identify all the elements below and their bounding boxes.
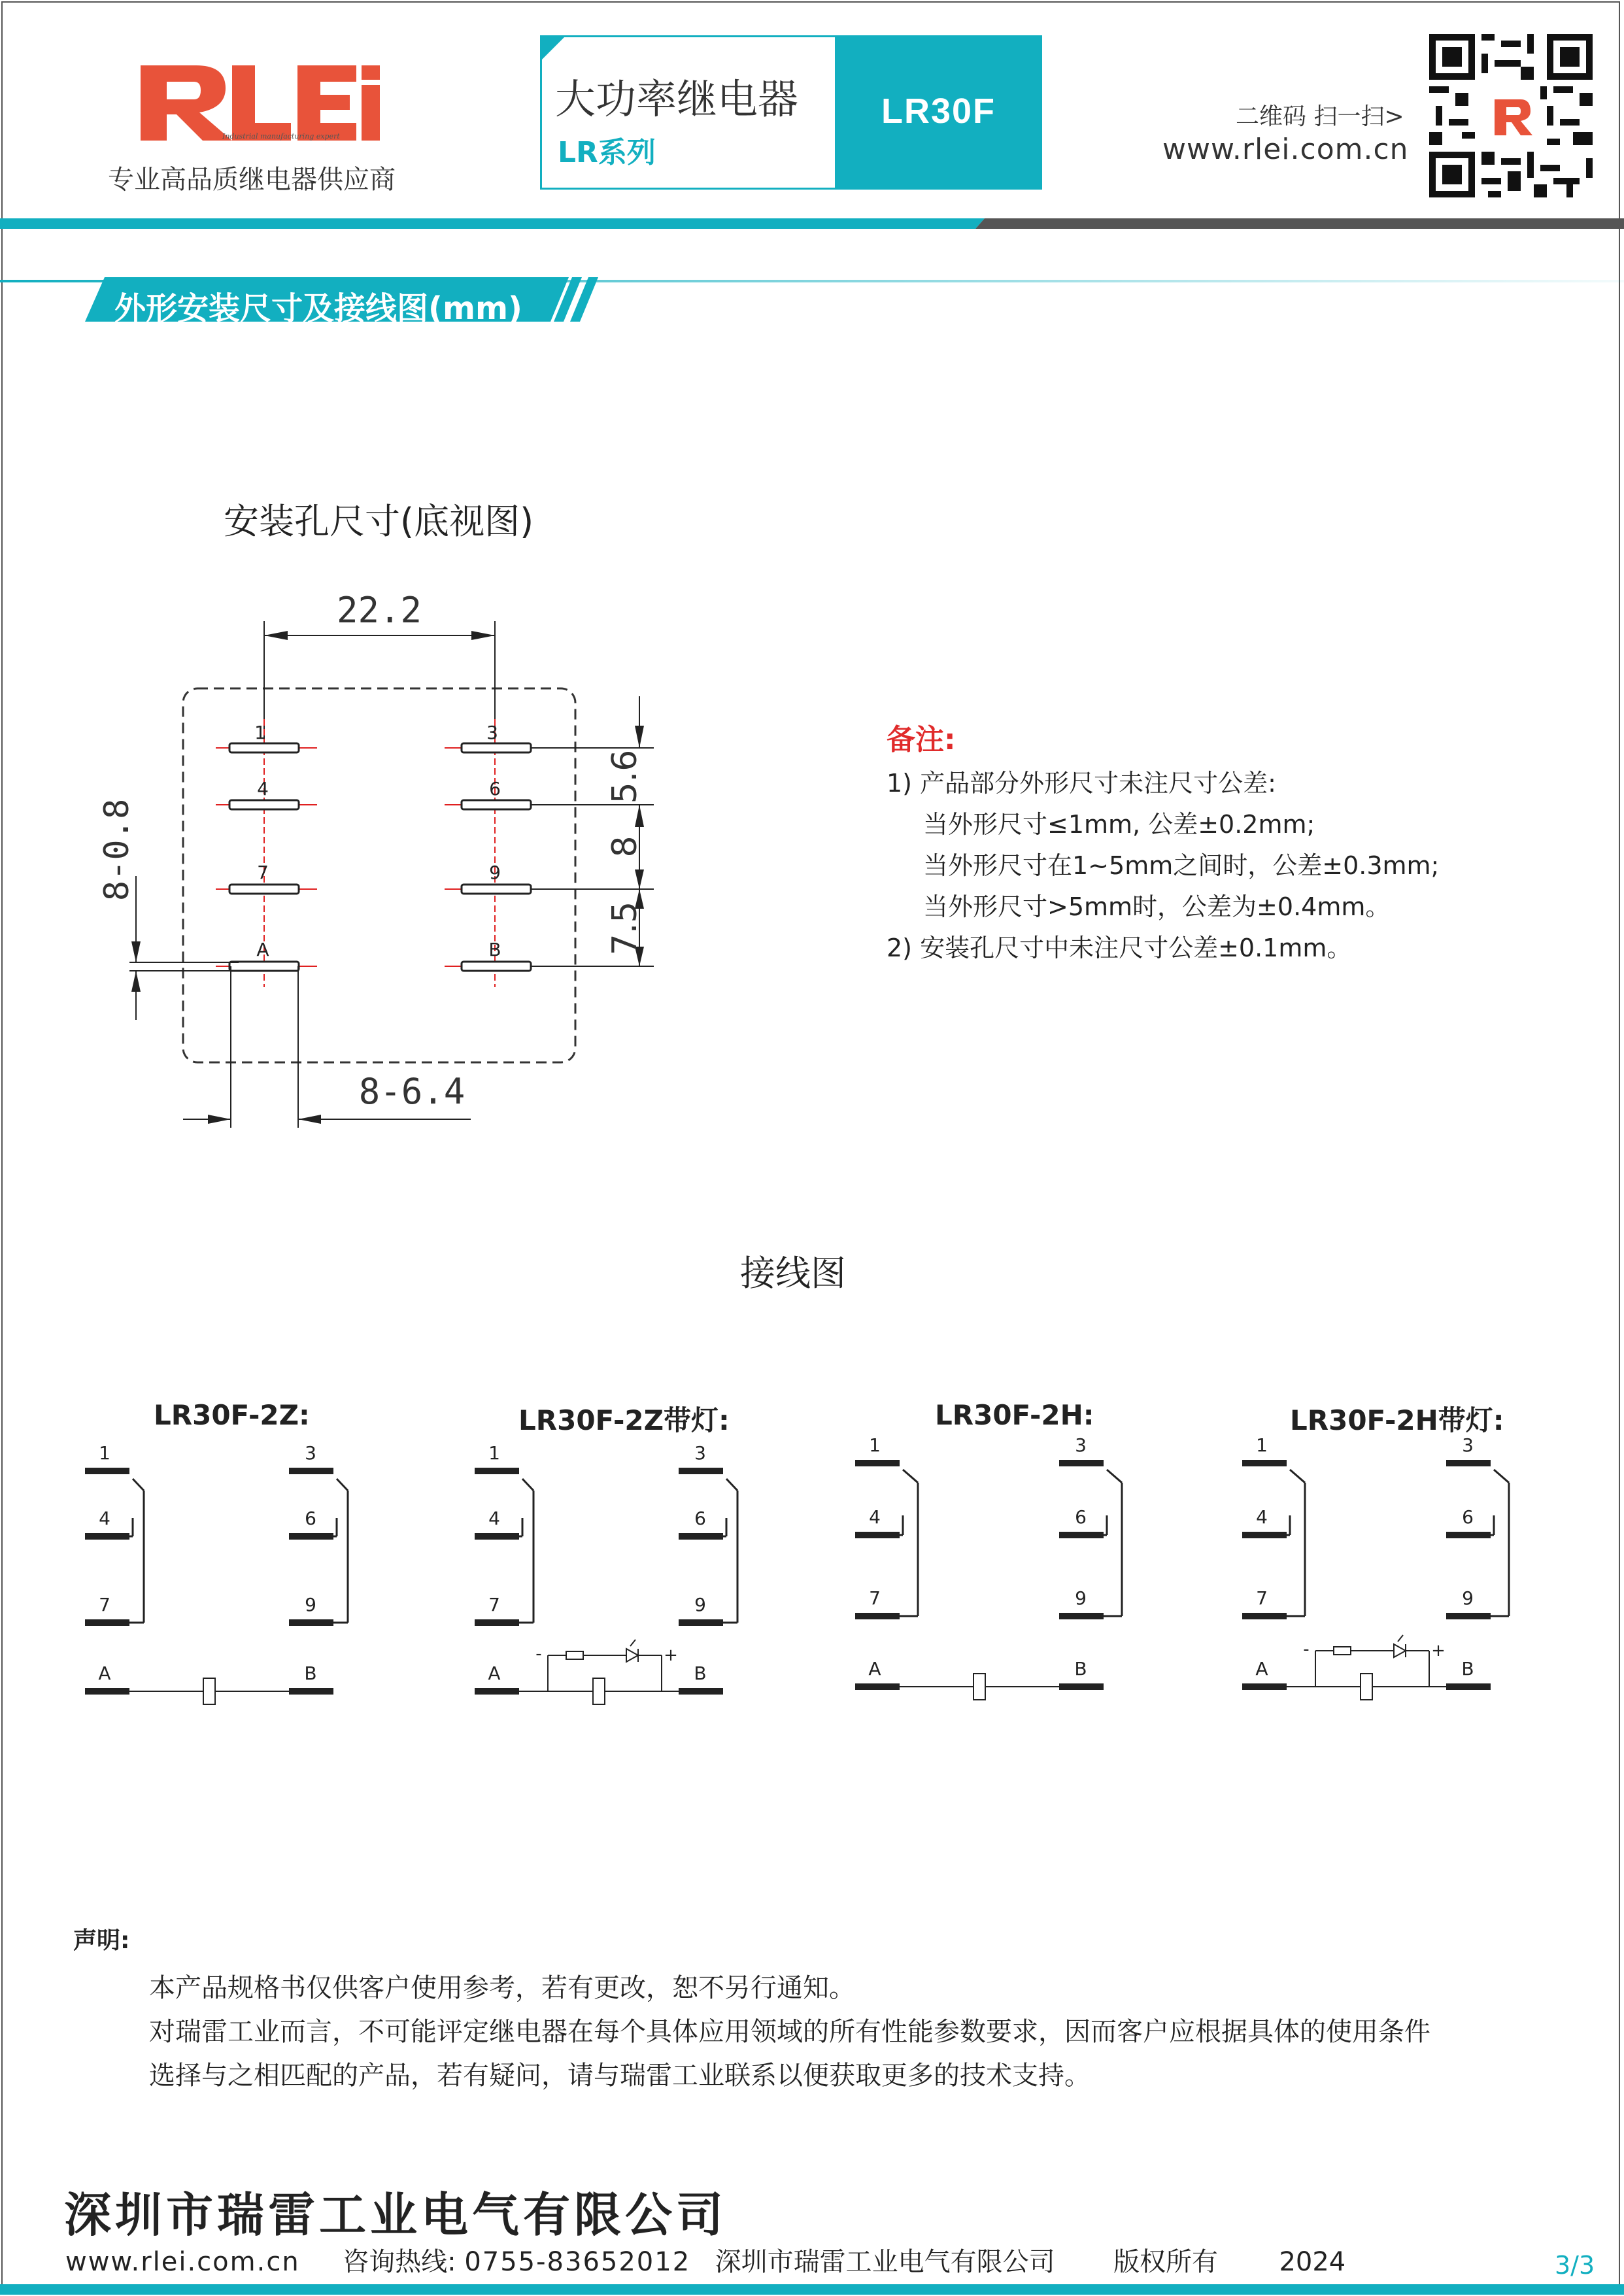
pin-label: 7 [488, 1594, 500, 1615]
pin-label: 6 [1075, 1506, 1087, 1528]
contact-arm [1290, 1470, 1305, 1483]
contact-pin [475, 1468, 519, 1474]
pin-label: 1 [99, 1442, 110, 1464]
pin-label: 4 [1256, 1506, 1268, 1528]
pin-label: B [304, 1663, 317, 1684]
pin-label: B [1074, 1658, 1087, 1680]
coil-symbol [973, 1674, 985, 1700]
contact-pin [475, 1533, 519, 1540]
contact-pin [1059, 1532, 1104, 1538]
coil-pin [1059, 1683, 1104, 1690]
footer-year: 2024 [1279, 2247, 1346, 2277]
resistor-symbol [566, 1651, 583, 1659]
pin-hole [462, 800, 531, 809]
coil-pin [1446, 1683, 1491, 1690]
wiring-diagrams [59, 1379, 1576, 1746]
pin-label: 4 [488, 1508, 500, 1529]
pin-hole [229, 743, 299, 752]
product-series: LR系列 [558, 136, 656, 169]
coil-pin [679, 1688, 723, 1695]
pin-label: A [488, 1663, 501, 1684]
disclaimer-line: 本产品规格书仅供客户使用参考，若有更改，恕不另行通知。 [149, 1973, 855, 2003]
model-label: LR30F [881, 92, 996, 131]
mounting-diagram [92, 588, 706, 1151]
coil-pin [289, 1688, 333, 1695]
led-ray [1398, 1635, 1403, 1642]
contact-arm [133, 1479, 144, 1491]
note-line: 当外形尺寸>5mm时，公差为±0.4mm。 [923, 892, 1391, 921]
pin-hole [229, 800, 299, 809]
dim-right-1: 5.6 [605, 749, 645, 804]
pin-label: 4 [99, 1508, 110, 1529]
led-icon [626, 1649, 638, 1662]
note-line: 2) 安装孔尺寸中未注尺寸公差±0.1mm。 [887, 934, 1352, 962]
contact-pin [289, 1619, 333, 1626]
pin-label: B [694, 1663, 707, 1684]
qr-code[interactable] [1429, 34, 1593, 197]
contact-pin [679, 1533, 723, 1540]
dim-top: 22.2 [336, 590, 422, 631]
mounting-title: 安装孔尺寸(底视图) [224, 501, 534, 542]
plus-label: + [1431, 1641, 1446, 1661]
notes [887, 716, 1439, 964]
contact-pin [679, 1468, 723, 1474]
coil-pin [855, 1683, 900, 1690]
pin-label: 3 [486, 722, 498, 743]
pin-label: 3 [1462, 1434, 1474, 1456]
coil-symbol [203, 1678, 215, 1704]
contact-arm [522, 1479, 533, 1491]
pin-label: 3 [305, 1442, 316, 1464]
pin-label: 1 [1256, 1434, 1268, 1456]
pin-label: 4 [257, 778, 269, 800]
note-line: 当外形尺寸≤1mm, 公差±0.2mm; [923, 810, 1315, 839]
disclaimer-line: 对瑞雷工业而言，不可能评定继电器在每个具体应用领域的所有性能参数要求，因而客户应根据具体的使用条件 [149, 2017, 1430, 2047]
pin-hole [462, 962, 531, 971]
contact-pin [85, 1533, 129, 1540]
wiring-title: 接线图 [740, 1253, 846, 1294]
header-website[interactable]: www.rlei.com.cn [1162, 133, 1409, 166]
footer-hotline: 0755-83652012 [464, 2247, 691, 2277]
pin-label: 9 [305, 1594, 316, 1615]
pin-label: 6 [694, 1508, 706, 1529]
brand-tagline: Industrial manufacturing expert [222, 132, 340, 141]
contact-pin [855, 1460, 900, 1466]
corner-accent [540, 35, 566, 61]
notes-title: 备注: [887, 723, 956, 756]
section-title: 外形安装尺寸及接线图(mm) [114, 290, 522, 327]
contact-pin [679, 1619, 723, 1626]
contact-pin [855, 1613, 900, 1619]
disclaimer-line: 选择与之相匹配的产品，若有疑问，请与瑞雷工业联系以便获取更多的技术支持。 [149, 2061, 1091, 2091]
pin-label: 1 [488, 1442, 500, 1464]
coil-pin [85, 1688, 129, 1695]
brand-slogan: 专业高品质继电器供应商 [108, 165, 396, 195]
plus-label: + [664, 1646, 678, 1665]
pin-hole [462, 885, 531, 894]
pin-label: A [1255, 1658, 1268, 1680]
contact-pin [289, 1468, 333, 1474]
pin-label: 7 [869, 1587, 881, 1609]
coil-symbol [1361, 1674, 1372, 1700]
footer-company-short: 深圳市瑞雷工业电气有限公司 [715, 2247, 1055, 2277]
contact-pin [1242, 1613, 1287, 1619]
pin-label: 7 [1256, 1587, 1268, 1609]
pin-label: 7 [99, 1594, 110, 1615]
contact-pin [1242, 1532, 1287, 1538]
contact-arm [1107, 1470, 1122, 1483]
footer-website[interactable]: www.rlei.com.cn [65, 2247, 300, 2277]
pin-label: 4 [869, 1506, 881, 1528]
contact-arm [903, 1470, 918, 1483]
led-icon [1394, 1644, 1406, 1657]
contact-pin [475, 1619, 519, 1626]
product-category: 大功率继电器 [555, 75, 799, 123]
contact-pin [1446, 1460, 1491, 1466]
header-stripe [0, 216, 1624, 230]
pin-label: 7 [257, 862, 269, 883]
coil-pin [1242, 1683, 1287, 1690]
diagram-label: LR30F-2Z: [154, 1399, 310, 1431]
pin-label: B [488, 939, 501, 960]
dim-right-2: 8 [605, 836, 645, 858]
disclaimer [73, 1922, 1577, 2092]
pin-hole [229, 962, 299, 971]
minus-label: - [1303, 1640, 1310, 1659]
diagram-label: LR30F-2H: [935, 1399, 1094, 1431]
pin-label: 3 [1075, 1434, 1087, 1456]
diagram-label: LR30F-2H带灯: [1290, 1404, 1504, 1436]
note-line: 1) 产品部分外形尺寸未注尺寸公差: [887, 769, 1276, 798]
contact-pin [1059, 1460, 1104, 1466]
pin-hole [462, 743, 531, 752]
qr-prompt: 二维码 扫一扫> [1236, 103, 1404, 130]
note-line: 当外形尺寸在1~5mm之间时，公差±0.3mm; [923, 851, 1440, 880]
contact-arm [726, 1479, 737, 1491]
pin-label: A [98, 1663, 111, 1684]
pin-label: 9 [1075, 1587, 1087, 1609]
footer-hotline-label: 咨询热线: [343, 2247, 456, 2277]
minus-label: - [535, 1644, 542, 1664]
contact-pin [85, 1468, 129, 1474]
coil-pin [475, 1688, 519, 1695]
wiring-panel [59, 1379, 1576, 1746]
dim-left: 8-0.8 [97, 798, 137, 902]
led-ray [630, 1640, 635, 1646]
contact-arm [1494, 1470, 1509, 1483]
pin-label: 6 [305, 1508, 316, 1529]
contact-pin [1446, 1532, 1491, 1538]
product-box [540, 35, 1042, 190]
pin-label: 9 [489, 862, 501, 883]
contact-pin [289, 1533, 333, 1540]
pin-label: 9 [1462, 1587, 1474, 1609]
pin-label: 1 [254, 722, 266, 743]
pin-label: 1 [869, 1434, 881, 1456]
dim-bottom: 8-6.4 [358, 1071, 465, 1112]
pin-label: 6 [1462, 1506, 1474, 1528]
contact-pin [1059, 1613, 1104, 1619]
pin-hole [229, 885, 299, 894]
diagram-label: LR30F-2Z带灯: [518, 1404, 730, 1436]
contact-arm [337, 1479, 348, 1491]
disclaimer-title: 声明: [73, 1927, 130, 1954]
model-panel [835, 37, 1042, 188]
page-number: 3/3 [1555, 2251, 1595, 2280]
corner-accent [1016, 163, 1042, 190]
footer-company: 深圳市瑞雷工业电气有限公司 [64, 2187, 728, 2242]
header [0, 0, 1624, 235]
dim-right-3: 7.5 [605, 901, 645, 956]
pin-label: B [1461, 1658, 1474, 1680]
pin-label: 3 [694, 1442, 706, 1464]
pin-label: 9 [694, 1594, 706, 1615]
pin-label: A [868, 1658, 881, 1680]
pin-label: A [256, 939, 269, 960]
pin-label: 6 [489, 778, 501, 800]
contact-pin [855, 1532, 900, 1538]
footer-info [65, 2241, 1345, 2278]
footer-copyright: 版权所有 [1113, 2247, 1219, 2277]
contact-pin [85, 1619, 129, 1626]
contact-pin [1446, 1613, 1491, 1619]
coil-symbol [593, 1678, 605, 1704]
contact-pin [1242, 1460, 1287, 1466]
footer-stripe [0, 2282, 1624, 2296]
resistor-symbol [1334, 1647, 1351, 1655]
